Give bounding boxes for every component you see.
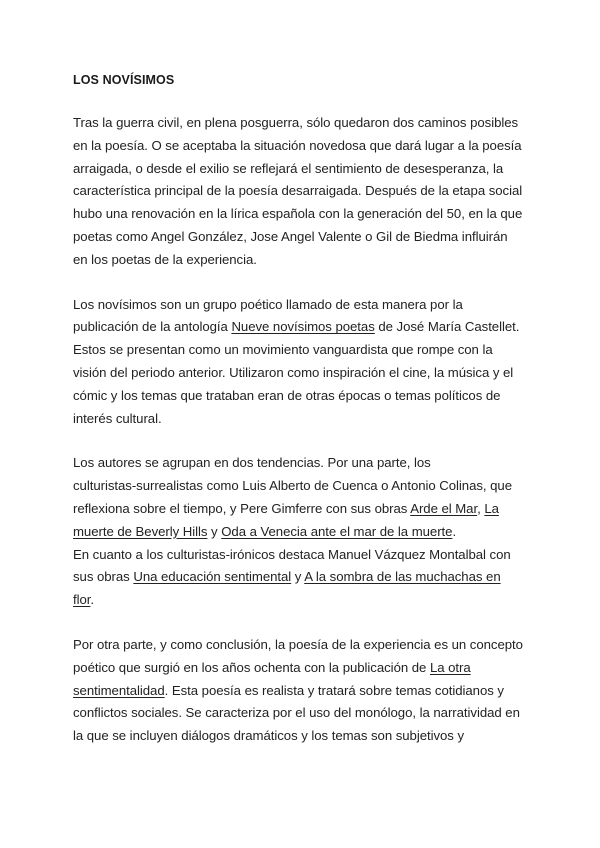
text-line [73,680,533,703]
text-line [73,385,533,408]
text-segment: en la poesía. O se aceptaba la situación novedosa que dará lugar a la poesía [73,137,522,153]
text-line [73,498,533,521]
text-segment: sus obras [73,569,134,585]
text-segment: y [207,523,222,539]
text-segment: arraigada, o desde el exilio se reflejará el sentimiento de desesperanza, la [73,160,504,176]
text-segment: reflexiona sobre el tiempo, y Pere Gimferre con sus obras [73,500,411,516]
text-segment: interés cultural. [73,410,162,426]
text-line [73,158,533,181]
text-line [73,135,533,158]
text-segment: Los novísimos son un grupo poético llamado de esta manera por la [73,296,463,312]
text-line [73,112,533,135]
text-line [73,634,533,657]
text-line [73,544,533,567]
paragraph-4 [73,634,533,748]
work-title: La otra [429,659,471,675]
text-segment: característica principal de la poesía desarraigada. Después de la etapa social [73,183,523,199]
text-line [73,294,533,317]
text-segment: poetas como Angel González, Jose Angel Valente o Gil de Biedma influirán [73,228,508,244]
text-segment: en los poetas de la experiencia. [73,251,257,267]
text-segment: Por otra parte, y como conclusión, la poesía de la experiencia es un concepto [73,636,523,652]
work-title: A la sombra de las muchachas en [304,569,501,585]
document-body [73,70,533,770]
text-segment: culturistas-surrealistas como Luis Alberto de Cuenca o Antonio Colinas, que [73,478,513,494]
text-line [73,589,533,612]
text-line [73,180,533,203]
text-line [73,408,533,431]
work-title: La [484,500,499,516]
work-title: flor [73,592,91,608]
text-line [73,362,533,385]
text-line [73,339,533,362]
text-segment: visión del periodo anterior. Utilizaron como inspiración el cine, la música y el [73,364,514,380]
text-segment: En cuanto a los culturistas-irónicos destaca Manuel Vázquez Montalbal con [73,546,511,562]
text-line [73,725,533,748]
text-line [73,657,533,680]
text-line [73,249,533,272]
text-segment: . [452,523,457,539]
text-segment: , [477,500,485,516]
text-line [73,226,533,249]
work-title: Arde el Mar [410,500,478,516]
text-segment: poético que surgió en los años ochenta con la publicación de [73,659,430,675]
text-line [73,452,533,475]
work-title: Una educación sentimental [133,569,292,585]
work-title: Nueve novísimos poetas [231,319,375,335]
text-segment: publicación de la antología [73,319,232,335]
text-line [73,702,533,725]
paragraph-1 [73,112,533,272]
text-segment: la que se incluyen diálogos dramáticos y los temas son subjetivos y [73,728,465,744]
text-segment: de José María Castellet. [374,319,520,335]
paragraph-2 [73,294,533,431]
text-segment: Tras la guerra civil, en plena posguerra, sólo quedaron dos caminos posibles [73,115,519,130]
work-title: sentimentalidad [73,682,165,698]
text-line [73,475,533,498]
paragraph-3 [73,452,533,612]
text-segment: . Esta poesía es realista y tratará sobre temas cotidianos y [164,682,504,698]
work-title: Oda a Venecia ante el mar de la muerte [221,523,453,539]
text-line [73,521,533,544]
text-segment: hubo una renovación en la lírica española con la generación del 50, en la que [73,206,523,222]
text-line [73,203,533,226]
text-line [73,566,533,589]
document-title: LOS NOVÍSIMOS [73,73,175,87]
work-title: muerte de Beverly Hills [73,523,208,539]
text-segment: cómic y los temas que trataban eran de otras épocas o temas políticos de [73,387,501,403]
text-segment: Estos se presentan como un movimiento vanguardista que rompe con la [73,342,493,358]
text-line [73,316,533,339]
paragraphs-container [73,112,533,748]
text-segment: Los autores se agrupan en dos tendencias. Por una parte, los [73,455,431,471]
text-segment: y [291,569,305,585]
text-segment: conflictos sociales. Se caracteriza por el uso del monólogo, la narratividad en [73,705,520,721]
text-segment: . [90,592,95,608]
